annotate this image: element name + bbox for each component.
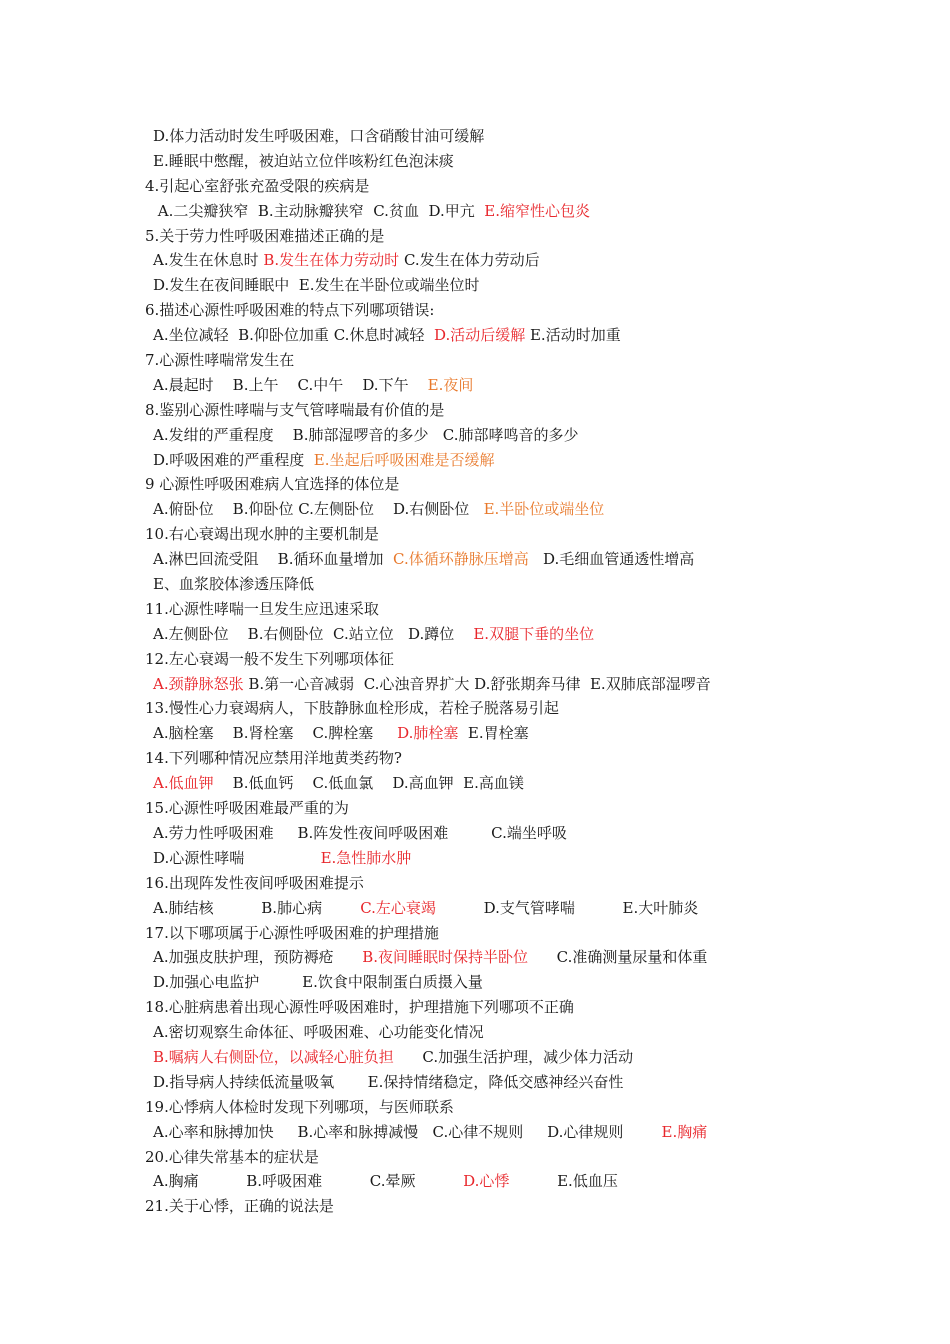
option-line [145,199,865,224]
option-line [145,149,865,174]
answer-text: B.发生在体力劳动时 [263,251,400,270]
text-segment: 16.出现阵发性夜间呼吸困难提示 [145,873,364,892]
text-segment: 8.鉴别心源性哮喘与支气管哮喘最有价值的是 [145,400,445,419]
text-segment: B.第一心音减弱 C.心浊音界扩大 D.舒张期奔马律 E.双肺底部湿啰音 [243,674,711,693]
answer-text: C.左心衰竭 [360,898,436,917]
text-segment: 4.引起心室舒张充盈受限的疾病是 [145,176,370,195]
option-line [145,945,865,970]
text-segment: A.加强皮肤护理，预防褥疮 [153,948,363,967]
text-segment: D.加强心电监护 E.饮食中限制蛋白质摄入量 [153,973,483,992]
text-segment: D.发生在夜间睡眠中 E.发生在半卧位或端坐位时 [153,276,480,295]
answer-text: D.心悸 [463,1172,510,1191]
option-line [145,1020,865,1045]
option-line [145,273,865,298]
answer-text: A.低血钾 [153,774,214,793]
option-line [145,896,865,921]
answer-text: E.胸痛 [661,1122,708,1141]
answer-text: A.颈静脉怒张 [153,674,244,693]
question-line [145,796,865,821]
option-line [145,846,865,871]
text-segment: 20.心律失常基本的症状是 [145,1147,319,1166]
text-segment: D.支气管哮喘 E.大叶肺炎 [435,898,699,917]
question-line [145,348,865,373]
question-line [145,995,865,1020]
text-segment: A.密切观察生命体征、呼吸困难、心功能变化情况 [153,1023,484,1042]
answer-text: D.肺栓塞 [397,724,459,743]
text-segment: C.加强生活护理，减少体力活动 [393,1047,634,1066]
answer-text: E.坐起后呼吸困难是否缓解 [313,450,495,469]
answer-text: B.嘱病人右侧卧位，以减轻心脏负担 [153,1047,394,1066]
text-segment: E.活动时加重 [525,326,621,345]
option-line [145,1169,865,1194]
option-line [145,323,865,348]
text-segment: 21.关于心悸，正确的说法是 [145,1197,334,1216]
option-line [145,373,865,398]
text-segment: D.指导病人持续低流量吸氧 E.保持情绪稳定，降低交感神经兴奋性 [153,1072,624,1091]
text-segment: D.体力活动时发生呼吸困难，口含硝酸甘油可缓解 [153,127,485,145]
text-segment: 6.描述心源性呼吸困难的特点下列哪项错误: [145,301,435,320]
question-line [145,696,865,721]
option-line [145,497,865,522]
text-segment: 12.左心衰竭一般不发生下列哪项体征 [145,649,394,668]
question-line [145,921,865,946]
option-line [145,622,865,647]
option-line [145,572,865,597]
text-segment: D.呼吸困难的严重程度 [153,450,314,469]
option-line [145,1120,865,1145]
text-segment: A.肺结核 B.肺心病 [153,898,361,917]
text-segment: C.发生在体力劳动后 [399,251,540,270]
answer-text: C.体循环静脉压增高 [393,550,529,569]
answer-text: D.活动后缓解 [433,326,526,345]
text-segment: 18.心脏病患着出现心源性呼吸困难时，护理措施下列哪项不正确 [145,998,574,1017]
text-segment: 15.心源性呼吸困难最严重的为 [145,799,349,818]
text-segment: A.淋巴回流受阻 B.循环血量增加 [153,550,394,569]
text-segment: A.二尖瓣狭窄 B.主动脉瓣狭窄 C.贫血 D.甲亢 [153,201,485,220]
question-line [145,522,865,547]
text-segment: A.坐位减轻 B.仰卧位加重 C.休息时减轻 [153,326,434,345]
question-line [145,224,865,249]
question-line [145,298,865,323]
option-line [145,821,865,846]
option-line [145,423,865,448]
text-segment: A.俯卧位 B.仰卧位 C.左侧卧位 D.右侧卧位 [153,500,484,519]
text-segment: D.毛细血管通透性增高 [528,550,695,569]
question-line [145,472,865,497]
text-segment: A.晨起时 B.上午 C.中午 D.下午 [153,375,428,394]
text-segment: 14.下列哪种情况应禁用洋地黄类药物? [145,749,402,768]
text-segment: A.发生在休息时 [153,251,264,270]
text-segment: B.低血钙 C.低血氯 D.高血钾 E.高血镁 [213,774,524,793]
option-line [145,547,865,572]
option-line [145,124,865,149]
text-segment: A.胸痛 B.呼吸困难 C.晕厥 [153,1172,464,1191]
text-segment: 11.心源性哮喘一旦发生应迅速采取 [145,599,379,618]
option-line [145,1070,865,1095]
question-line [145,398,865,423]
text-segment: D.心源性哮喘 [153,848,321,867]
text-segment: E、血浆胶体渗透压降低 [153,575,314,594]
text-segment: 19.心悸病人体检时发现下列哪项，与医师联系 [145,1097,454,1116]
text-segment: C.准确测量尿量和体重 [528,948,708,967]
question-line [145,1194,865,1219]
option-line [145,248,865,273]
option-line [145,448,865,473]
question-list [145,124,865,1219]
text-segment: 7.心源性哮喘常发生在 [145,351,295,370]
option-line [145,721,865,746]
text-segment: 5.关于劳力性呼吸困难描述正确的是 [145,226,385,245]
question-line [145,174,865,199]
answer-text: B.夜间睡眠时保持半卧位 [362,948,529,967]
option-line [145,970,865,995]
text-segment: A.心率和脉搏加快 B.心率和脉搏减慢 C.心律不规则 D.心律规则 [153,1122,662,1141]
text-segment: 17.以下哪项属于心源性呼吸困难的护理措施 [145,923,439,942]
text-segment: E.睡眠中憋醒，被迫站立位伴咳粉红色泡沫痰 [153,151,454,170]
text-segment: E.胃栓塞 [458,724,529,743]
text-segment: A.左侧卧位 B.右侧卧位 C.站立位 D.蹲位 [153,624,474,643]
question-line [145,1145,865,1170]
text-segment: A.劳力性呼吸困难 B.阵发性夜间呼吸困难 C.端坐呼吸 [153,823,567,842]
answer-text: E.双腿下垂的坐位 [473,624,595,643]
question-line [145,597,865,622]
option-line [145,771,865,796]
text-segment: 10.右心衰竭出现水肿的主要机制是 [145,525,379,544]
question-line [145,871,865,896]
question-line [145,746,865,771]
text-segment: E.低血压 [509,1172,618,1191]
text-segment: 13.慢性心力衰竭病人，下肢静脉血栓形成，若栓子脱落易引起 [145,699,559,718]
answer-text: E.急性肺水肿 [320,848,412,867]
answer-text: E.缩窄性心包炎 [484,201,590,220]
option-line [145,672,865,697]
text-segment: 9 心源性呼吸困难病人宜选择的体位是 [145,475,400,494]
text-segment: A.脑栓塞 B.肾栓塞 C.脾栓塞 [153,724,398,743]
answer-text: E.半卧位或端坐位 [483,500,605,519]
text-segment: A.发绀的严重程度 B.肺部湿啰音的多少 C.肺部哮鸣音的多少 [153,425,579,444]
option-line [145,1045,865,1070]
question-line [145,647,865,672]
question-line [145,1095,865,1120]
answer-text: E.夜间 [427,375,474,394]
